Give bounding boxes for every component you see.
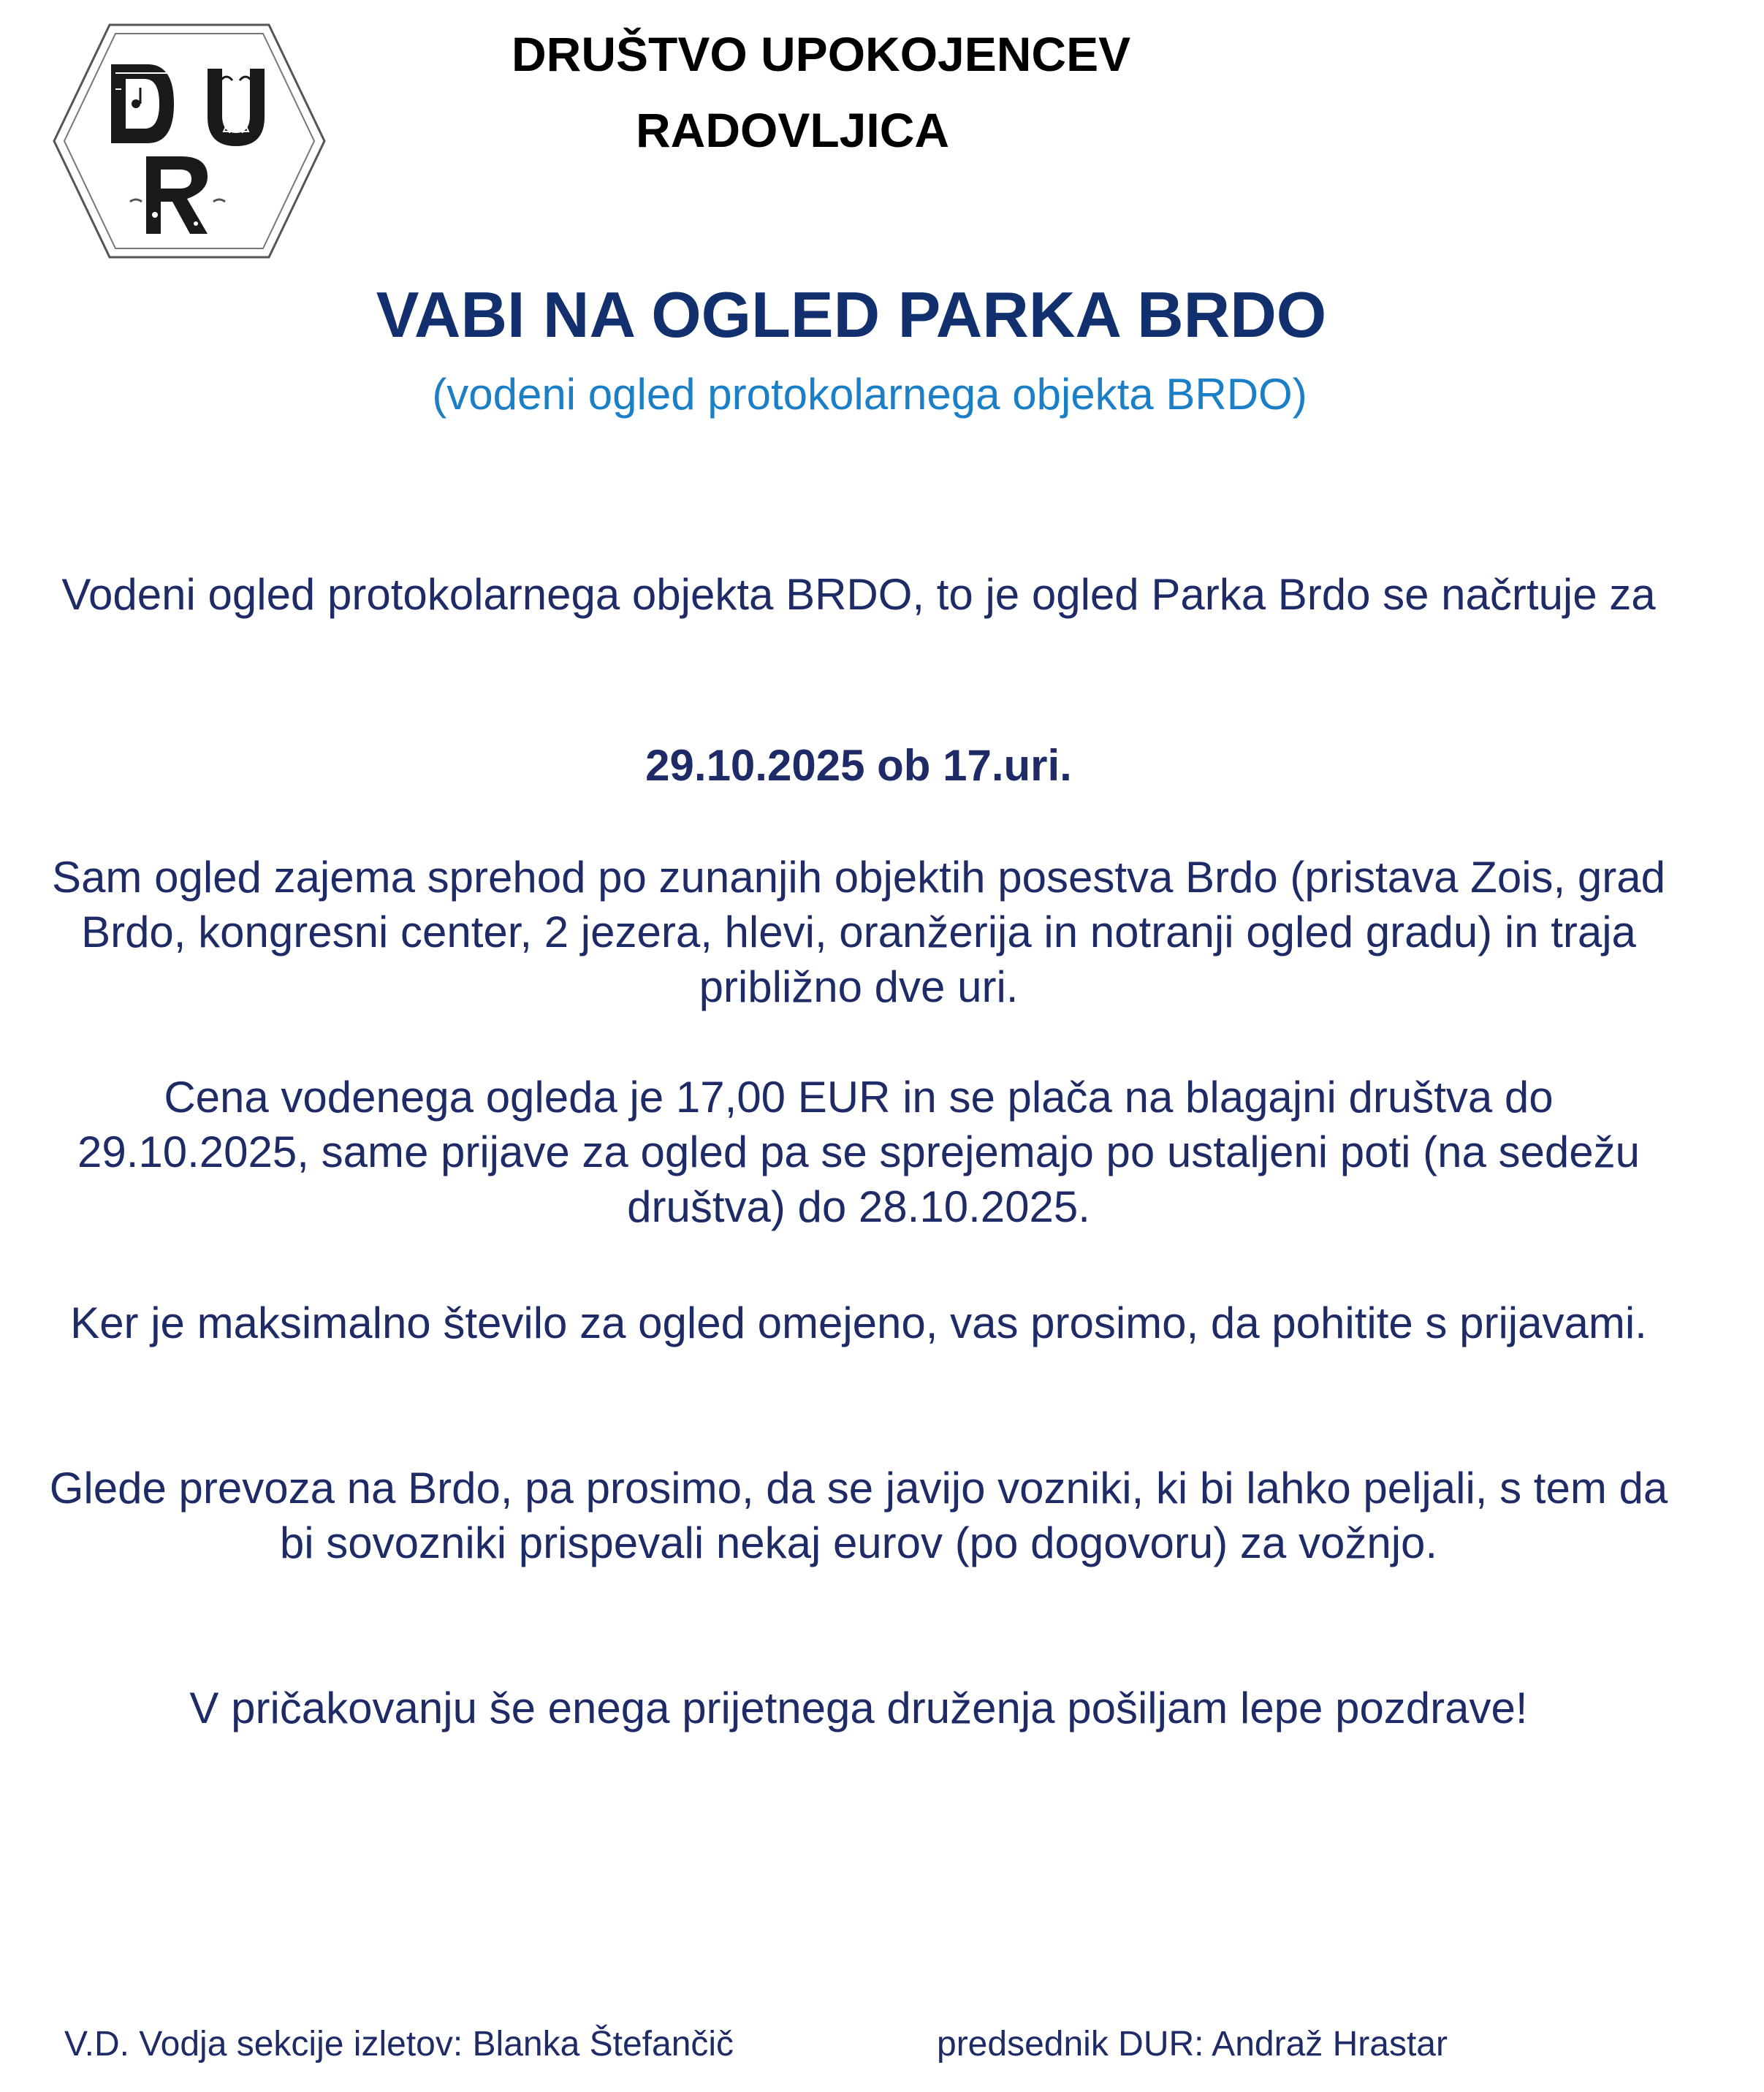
- event-date: 29.10.2025 ob 17.uri.: [645, 741, 1072, 790]
- signature-trip-leader: V.D. Vodja sekcije izletov: Blanka Štefančič: [64, 2025, 734, 2064]
- dur-logo-icon: [51, 22, 327, 260]
- intro-paragraph: Vodeni ogled protokolarnega objekta BRDO, to je ogled Parka Brdo se načrtuje za: [61, 570, 1656, 619]
- description-paragraph: Sam ogled zajema sprehod po zunanjih objektih posestva Brdo (pristava Zois, grad Brdo, kongresni center, 2 jezera, hlevi, oranžerija in notranji ogled gradu) in traja približno dve uri.: [52, 853, 1665, 1011]
- limit-paragraph: Ker je maksimalno število za ogled omejeno, vas prosimo, da pohitite s prijavami.: [70, 1298, 1647, 1347]
- page-subtitle: (vodeni ogled protokolarnega objekta BRDO): [432, 370, 1307, 419]
- price-paragraph: Cena vodenega ogleda je 17,00 EUR in se plača na blagajni društva do 29.10.2025, same prijave za ogled pa se sprejemajo po ustaljeni poti (na sedežu društva) do 28.10.2025.: [77, 1073, 1641, 1231]
- closing-paragraph: V pričakovanju še enega prijetnega druženja pošiljam lepe pozdrave!: [189, 1684, 1528, 1732]
- signature-president: predsednik DUR: Andraž Hrastar: [937, 2025, 1448, 2064]
- organization-name: DRUŠTVO UPOKOJENCEV: [512, 27, 1131, 81]
- transport-paragraph: Glede prevoza na Brdo, pa prosimo, da se javijo vozniki, ki bi lahko peljali, s tem da bi sovozniki prispevali nekaj eurov (po dogovoru) za vožnjo.: [49, 1464, 1668, 1567]
- page-title: VABI NA OGLED PARKA BRDO: [376, 278, 1327, 351]
- organization-town: RADOVLJICA: [636, 103, 950, 157]
